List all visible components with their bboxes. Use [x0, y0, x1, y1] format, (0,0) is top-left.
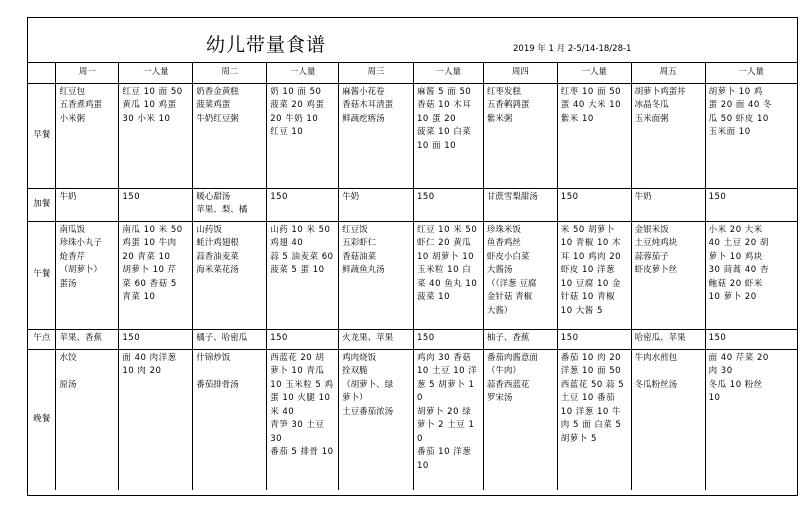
dish-cell: 苹果、香蕉 [56, 329, 119, 349]
amount-cell: 红豆 10 米 50 虾仁 20 黄瓜 10 胡萝卜 10 玉米粒 10 白 菜 40 鱼丸 10 菠菜 10 [413, 221, 483, 329]
amount-cell: 150 [705, 188, 797, 221]
amount-cell: 面 40 芹菜 20 肉 30 冬瓜 10 粉丝 10 [705, 349, 797, 490]
table-row-lunch [28, 221, 797, 329]
header-thursday: 周四 [483, 63, 557, 83]
menu-table [28, 63, 797, 490]
amount-cell: 山药 10 米 50 鸡翅 40 蒜 5 油麦菜 60 菠菜 5 蛋 10 [267, 221, 339, 329]
amount-cell: 麻酱 5 面 50 香菇 10 木耳 10 蛋 20 菠菜 10 白菜 10 面 10 [413, 83, 483, 188]
dish-cell: 山药饭 蚝汁鸡翅根 蒜香油麦菜 海米菜花汤 [193, 221, 267, 329]
amount-cell: 150 [557, 329, 631, 349]
dish-cell: 柚子、香蕉 [483, 329, 557, 349]
amount-cell: 小米 20 大米 40 土豆 20 胡 萝卜 10 鸡块 30 茼蒿 40 杏 鲍菇 20 虾米 10 萝卜 20 [705, 221, 797, 329]
header-monday-amount: 一人量 [119, 63, 193, 83]
header-friday: 周五 [631, 63, 705, 83]
meal-label: 午点 [28, 329, 56, 349]
amount-cell: 150 [267, 188, 339, 221]
page-title: 幼儿带量食谱 [206, 34, 327, 56]
amount-cell: 番茄 10 肉 20 洋葱 10 面 50 西蓝花 50 蒜 5 土豆 10 番茄 10 洋葱 10 牛 肉 5 面 白菜 5 胡萝卜 5 [557, 349, 631, 490]
meal-label: 加餐 [28, 188, 56, 221]
dish-cell: 牛奶 [631, 188, 705, 221]
header-tuesday-amount: 一人量 [267, 63, 339, 83]
meal-label: 早餐 [28, 83, 56, 188]
amount-cell: 米 50 胡萝卜 10 青椒 10 木 耳 10 鸡肉 20 虾皮 10 洋葱 10 豆腐 10 金 针菇 10 青椒 10 大酱 5 [557, 221, 631, 329]
dish-cell: 水饺 原汤 [56, 349, 119, 490]
header-friday-amount: 一人量 [705, 63, 797, 83]
dish-cell: 红豆包 五香煮鸡蛋 小米粥 [56, 83, 119, 188]
menu-sheet [27, 17, 798, 496]
dish-cell: 牛奶 [339, 188, 414, 221]
amount-cell: 红豆 10 面 50 黄瓜 10 鸡蛋 30 小米 10 [119, 83, 193, 188]
dish-cell: 麻酱小花卷 香菇木耳清蛋 鲜蔬疙瘩汤 [339, 83, 414, 188]
corner-cell [28, 63, 56, 83]
dish-cell: 哈密瓜、苹果 [631, 329, 705, 349]
dish-cell: 红枣发糕 五香鹌鹑蛋 紫米粥 [483, 83, 557, 188]
dish-cell: 牛奶 [56, 188, 119, 221]
amount-cell: 西蓝花 20 胡 萝卜 10 青瓜 10 玉米粒 5 鸡 蛋 10 火腿 10 米 40 青笋 30 土豆 30 番茄 5 排骨 10 [267, 349, 339, 490]
amount-cell: 150 [119, 329, 193, 349]
meal-label: 晚餐 [28, 349, 56, 490]
amount-cell: 面 40 肉洋葱 10 肉 20 [119, 349, 193, 490]
date-range: 2019 年 1 月 2-5/14-18/28-1 [513, 44, 632, 54]
header-tuesday: 周二 [193, 63, 267, 83]
header-wednesday-amount: 一人量 [413, 63, 483, 83]
header-row [28, 63, 797, 83]
dish-cell: 甘蔗雪梨甜汤 [483, 188, 557, 221]
dish-cell: 暖心甜汤 苹果、梨、橘 [193, 188, 267, 221]
amount-cell: 南瓜 10 米 50 鸡蛋 10 牛肉 20 青菜 10 胡萝卜 10 芹 菜 60 香菇 5 青菜 10 [119, 221, 193, 329]
amount-cell: 150 [705, 329, 797, 349]
dish-cell: 鸡肉烧饭 拴双脆 （胡萝卜、绿 萝卜） 土豆番茄浓汤 [339, 349, 414, 490]
dish-cell: 珍珠米饭 鱼香鸡丝 虾皮小白菜 大酱汤 （（洋葱 豆腐 金针菇 青椒 大酱） [483, 221, 557, 329]
dish-cell: 牛肉水煎包 冬瓜粉丝汤 [631, 349, 705, 490]
table-row-breakfast [28, 83, 797, 188]
dish-cell: 奶香金黄糕 菠菜鸡蛋 牛奶红豆粥 [193, 83, 267, 188]
amount-cell: 150 [413, 329, 483, 349]
amount-cell: 150 [413, 188, 483, 221]
header-wednesday: 周三 [339, 63, 414, 83]
amount-cell: 鸡肉 30 香菇 10 土豆 10 洋 葱 5 胡萝卜 10 胡萝卜 20 绿 萝卜 2 土豆 10 番茄 10 洋葱 10 [413, 349, 483, 490]
amount-cell: 胡萝卜 10 鸡 蛋 20 面 40 冬 瓜 50 虾皮 10 玉米面 10 [705, 83, 797, 188]
dish-cell: 胡萝卜鸡蛋丼 冰晶冬瓜 玉米面粥 [631, 83, 705, 188]
amount-cell: 150 [119, 188, 193, 221]
dish-cell: 什锦炒饭 番茄排骨汤 [193, 349, 267, 490]
table-row-afternoon-snack [28, 329, 797, 349]
dish-cell: 火龙果、苹果 [339, 329, 414, 349]
dish-cell: 番茄肉酱意面 （牛肉） 蒜香西蓝花 罗宋汤 [483, 349, 557, 490]
table-row-snack [28, 188, 797, 221]
header-thursday-amount: 一人量 [557, 63, 631, 83]
amount-cell: 150 [557, 188, 631, 221]
dish-cell: 南瓜饭 珍珠小丸子 炝香芹 （胡萝卜） 蛋汤 [56, 221, 119, 329]
dish-cell: 橘子、哈密瓜 [193, 329, 267, 349]
header-monday: 周一 [56, 63, 119, 83]
dish-cell: 金银米饭 土豆炖鸡块 蒜蓉茄子 虾皮萝卜丝 [631, 221, 705, 329]
amount-cell: 奶 10 面 50 菠菜 20 鸡蛋 20 牛奶 10 红豆 10 [267, 83, 339, 188]
table-row-dinner [28, 349, 797, 490]
amount-cell: 150 [267, 329, 339, 349]
amount-cell: 红枣 10 面 50 蛋 40 大米 10 紫米 10 [557, 83, 631, 188]
meal-label: 午餐 [28, 221, 56, 329]
title-row [28, 18, 797, 63]
dish-cell: 红豆饭 五彩虾仁 香菇油菜 鲜蔬鱼丸汤 [339, 221, 414, 329]
